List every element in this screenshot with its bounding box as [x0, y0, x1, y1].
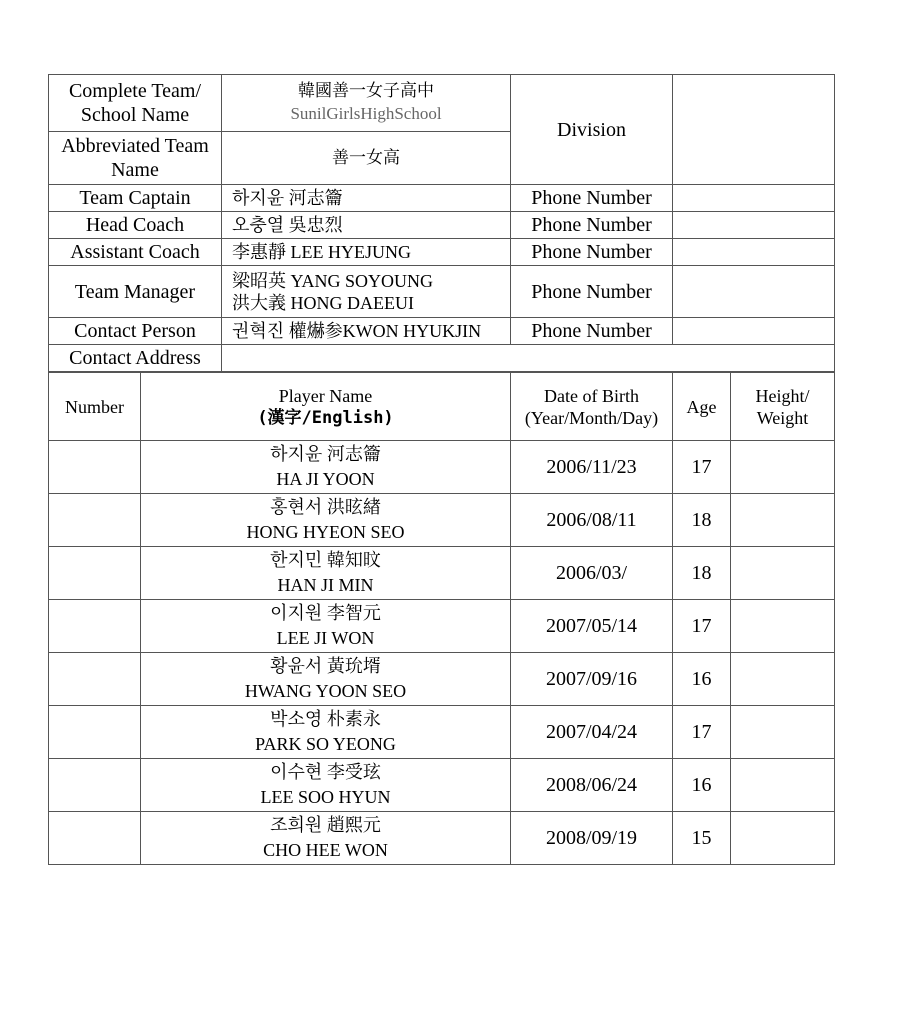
division-label: Division [511, 75, 673, 185]
header-player-name-line1: Player Name [278, 385, 373, 406]
player-number [49, 706, 141, 759]
player-height-weight [731, 494, 835, 547]
header-age: Age [673, 373, 731, 441]
player-name [141, 653, 511, 706]
phone-number-value [673, 266, 835, 318]
player-dob: 2008/09/19 [511, 812, 673, 865]
player-age: 15 [673, 812, 731, 865]
player-name [141, 812, 511, 865]
player-name-english: LEE SOO HYUN [260, 787, 391, 807]
player-name-korean: 이수현 李受玹 [270, 762, 381, 782]
player-name-english: HA JI YOON [276, 469, 375, 489]
player-age: 17 [673, 441, 731, 494]
team-manager-line-1: 梁昭英 YANG SOYOUNG [232, 270, 434, 291]
player-name-korean: 박소영 朴素永 [270, 709, 381, 729]
player-dob: 2007/09/16 [511, 653, 673, 706]
player-name-english: PARK SO YEONG [255, 734, 396, 754]
header-player-name-line2: (漢字/English) [257, 407, 394, 428]
phone-number-value [673, 318, 835, 345]
player-dob: 2006/11/23 [511, 441, 673, 494]
player-name-korean: 하지윤 河志籥 [270, 444, 381, 464]
player-age: 17 [673, 706, 731, 759]
team-name-korean: 韓國善一女子高中 [298, 81, 434, 100]
team-captain-value: 하지윤 河志籥 [222, 185, 511, 212]
player-name-korean: 이지원 李智元 [270, 603, 381, 623]
team-manager-line-2: 洪大義 HONG DAEEUI [232, 292, 414, 313]
table-row [49, 441, 835, 494]
player-number [49, 759, 141, 812]
table-row [49, 759, 835, 812]
player-number [49, 653, 141, 706]
complete-team-name [222, 75, 511, 132]
player-height-weight [731, 653, 835, 706]
player-name [141, 547, 511, 600]
player-age: 18 [673, 547, 731, 600]
contact-person-label: Contact Person [49, 318, 222, 345]
player-name-english: LEE JI WON [276, 628, 375, 648]
player-number [49, 600, 141, 653]
player-dob: 2008/06/24 [511, 759, 673, 812]
contact-address-label: Contact Address [49, 345, 222, 372]
table-row [49, 494, 835, 547]
player-name [141, 706, 511, 759]
abbrev-value: 善一女高 [222, 132, 511, 185]
player-dob: 2006/08/11 [511, 494, 673, 547]
team-name-english: SunilGirlsHighSchool [290, 104, 442, 123]
assistant-coach-label: Assistant Coach [49, 239, 222, 266]
header-date-of-birth: Date of Birth (Year/Month/Day) [511, 373, 673, 441]
phone-number-label: Phone Number [511, 318, 673, 345]
team-manager-label: Team Manager [49, 266, 222, 318]
player-number [49, 441, 141, 494]
player-name [141, 759, 511, 812]
header-height-weight: Height/ Weight [731, 373, 835, 441]
header-player-name [141, 373, 511, 441]
complete-team-label: Complete Team/ School Name [49, 75, 222, 132]
abbrev-label: Abbreviated Team Name [49, 132, 222, 185]
phone-number-value [673, 212, 835, 239]
player-height-weight [731, 441, 835, 494]
player-dob: 2006/03/ [511, 547, 673, 600]
table-row [49, 706, 835, 759]
player-height-weight [731, 600, 835, 653]
player-name-english: HAN JI MIN [277, 575, 374, 595]
player-height-weight [731, 759, 835, 812]
table-row [49, 547, 835, 600]
phone-number-label: Phone Number [511, 212, 673, 239]
player-name-english: HWANG YOON SEO [244, 681, 407, 701]
player-name [141, 441, 511, 494]
player-age: 16 [673, 759, 731, 812]
player-age: 18 [673, 494, 731, 547]
player-age: 16 [673, 653, 731, 706]
player-name-korean: 황윤서 黃玧壻 [270, 656, 381, 676]
head-coach-label: Head Coach [49, 212, 222, 239]
player-dob: 2007/04/24 [511, 706, 673, 759]
phone-number-label: Phone Number [511, 239, 673, 266]
division-value [673, 75, 835, 185]
phone-number-label: Phone Number [511, 266, 673, 318]
assistant-coach-value: 李惠靜 LEE HYEJUNG [222, 239, 511, 266]
team-manager-value [222, 266, 511, 318]
contact-person-value: 권혁진 權爀参KWON HYUKJIN [222, 318, 511, 345]
phone-number-value [673, 239, 835, 266]
player-height-weight [731, 812, 835, 865]
header-number: Number [49, 373, 141, 441]
team-info-table [48, 74, 835, 372]
player-name [141, 600, 511, 653]
head-coach-value: 오충열 吳忠烈 [222, 212, 511, 239]
player-name-korean: 조희원 趙熙元 [270, 815, 381, 835]
table-row [49, 653, 835, 706]
contact-address-value [222, 345, 835, 372]
player-name-english: CHO HEE WON [263, 840, 388, 860]
player-name-korean: 한지민 韓知旼 [270, 550, 381, 570]
table-row [49, 600, 835, 653]
player-number [49, 812, 141, 865]
player-number [49, 494, 141, 547]
player-name-english: HONG HYEON SEO [246, 522, 405, 542]
player-height-weight [731, 706, 835, 759]
player-name [141, 494, 511, 547]
team-captain-label: Team Captain [49, 185, 222, 212]
phone-number-label: Phone Number [511, 185, 673, 212]
phone-number-value [673, 185, 835, 212]
player-name-korean: 홍현서 洪昡緖 [270, 497, 381, 517]
player-number [49, 547, 141, 600]
player-roster-table [48, 372, 835, 865]
player-age: 17 [673, 600, 731, 653]
player-dob: 2007/05/14 [511, 600, 673, 653]
table-row [49, 812, 835, 865]
player-height-weight [731, 547, 835, 600]
